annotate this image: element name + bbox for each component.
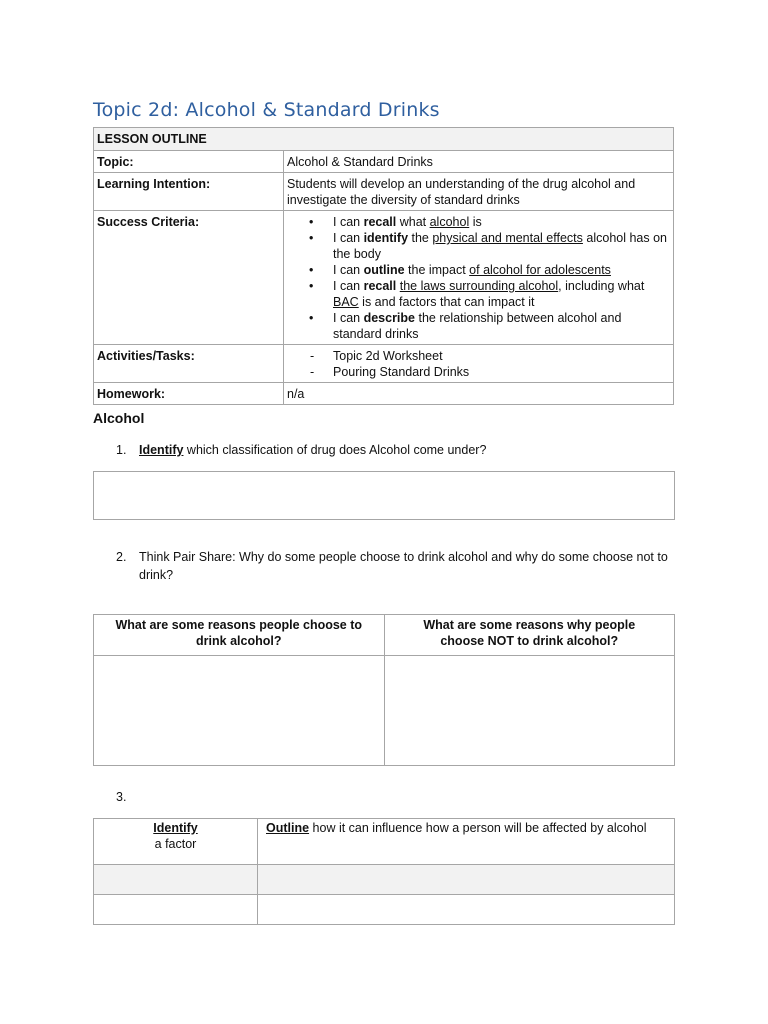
outline-influence-header: Outline how it can influence how a person will be affected by alcohol [258,819,675,865]
reasons-not-to-drink-answer-cell[interactable] [384,656,675,766]
factor-answer-cell[interactable] [94,895,258,925]
section-heading-alcohol: Alcohol [93,410,145,426]
homework-value: n/a [284,383,674,405]
success-criteria-cell [284,211,674,345]
topic-label: Topic: [94,151,284,173]
learning-intention-value: Students will develop an understanding of the drug alcohol and investigate the diversity of standard drinks [284,173,674,211]
lesson-outline-table [93,127,674,405]
learning-intention-label: Learning Intention: [94,173,284,211]
criteria-item: • I can identify the physical and mental effects alcohol has on the body [287,230,670,262]
question-1-keyword: Identify [139,443,184,457]
reasons-not-to-drink-header: What are some reasons why people choose NOT to drink alcohol? [384,615,675,656]
influence-answer-cell[interactable] [258,895,675,925]
success-criteria-list [287,214,670,342]
criteria-item: • I can recall what alcohol is [287,214,670,230]
question-1: 1. Identify which classification of drug does Alcohol come under? [116,443,487,457]
homework-label: Homework: [94,383,284,405]
activity-item: - Topic 2d Worksheet [287,348,670,364]
page-title: Topic 2d: Alcohol & Standard Drinks [93,99,440,121]
factors-table [93,818,675,925]
criteria-item: • I can describe the relationship between alcohol and standard drinks [287,310,670,342]
reasons-to-drink-answer-cell[interactable] [94,656,385,766]
activity-item: - Pouring Standard Drinks [287,364,670,380]
question-1-answer-box[interactable] [93,471,675,520]
question-2: 2. Think Pair Share: Why do some people choose to drink alcohol and why do some choose not to drink? [116,550,668,582]
factor-answer-cell[interactable] [94,865,258,895]
influence-answer-cell[interactable] [258,865,675,895]
success-criteria-label: Success Criteria: [94,211,284,345]
identify-factor-header: Identify a factor [94,819,258,865]
reasons-to-drink-header: What are some reasons people choose to drink alcohol? [94,615,385,656]
activities-cell [284,345,674,383]
criteria-item: • I can outline the impact of alcohol for adolescents [287,262,670,278]
activities-list [287,348,670,380]
criteria-item: • I can recall the laws surrounding alcohol, including what BAC is and factors that can impact it [287,278,670,310]
lesson-outline-header: LESSON OUTLINE [94,128,674,151]
activities-label: Activities/Tasks: [94,345,284,383]
reasons-table [93,614,675,766]
topic-value: Alcohol & Standard Drinks [284,151,674,173]
